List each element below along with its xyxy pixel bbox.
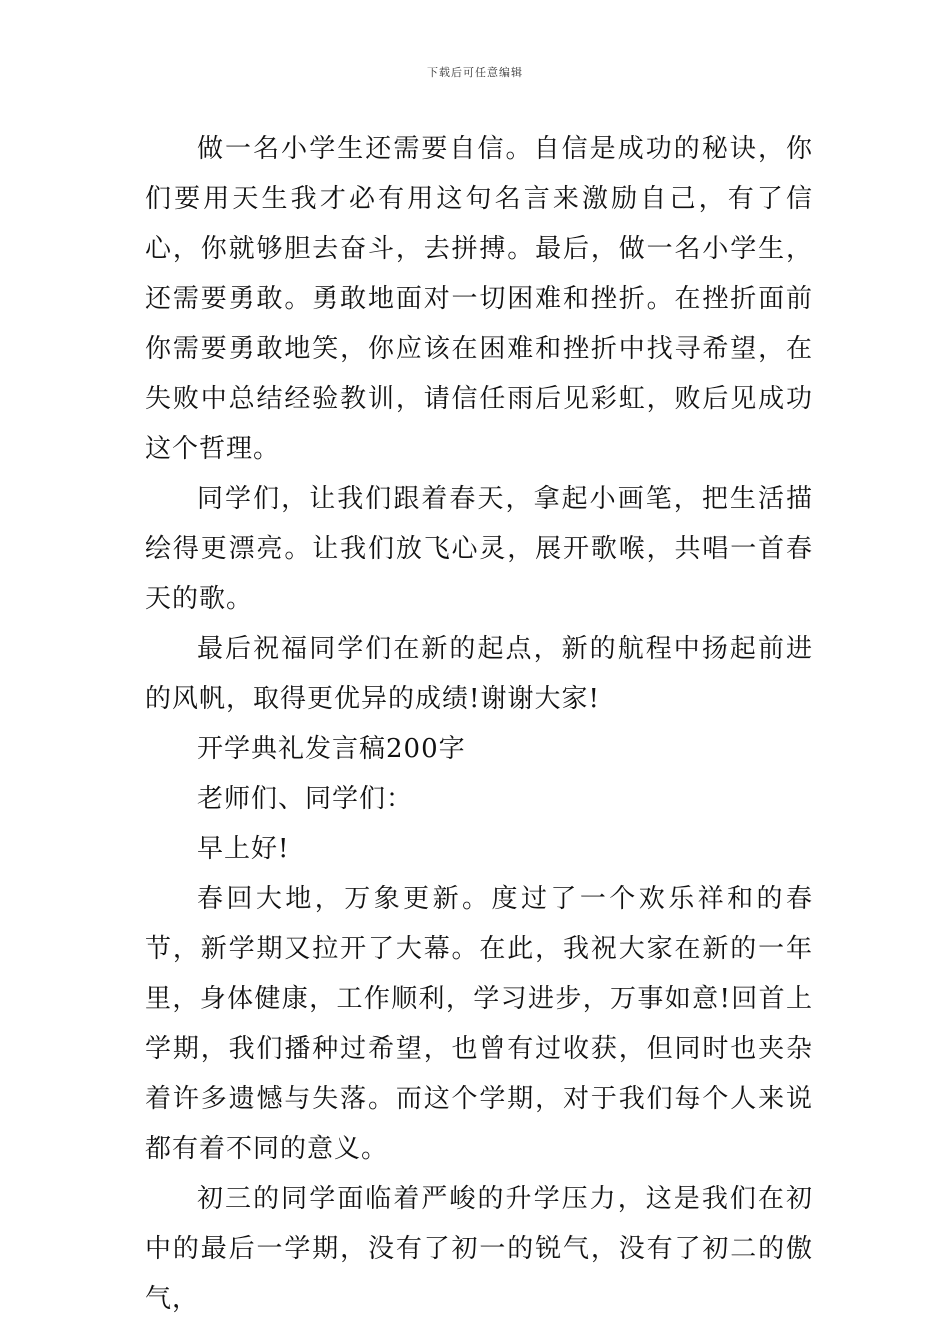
paragraph-closing-wishes: 最后祝福同学们在新的起点，新的航程中扬起前进的风帆，取得更优异的成绩!谢谢大家! <box>145 634 813 714</box>
paragraph-grade-three: 初三的同学面临着严峻的升学压力，这是我们在初中的最后一学期，没有了初一的锐气，没有了初二的傲气， <box>145 1184 813 1314</box>
paragraph-confidence-courage: 做一名小学生还需要自信。自信是成功的秘诀，你们要用天生我才必有用这句名言来激励自己，有了信心，你就够胆去奋斗，去拼搏。最后，做一名小学生，还需要勇敢。勇敢地面对一切困难和挫折。在挫折面前你需要勇敢地笑，你应该在困难和挫折中找寻希望，在失败中总结经验教训，请信任雨后见彩虹，败后见成功这个哲理。 <box>145 134 813 464</box>
speech-title: 开学典礼发言稿200字 <box>197 734 466 764</box>
document-body <box>145 124 813 1324</box>
speech-salutation: 老师们、同学们： <box>197 784 414 814</box>
paragraph-spring: 同学们，让我们跟着春天，拿起小画笔，把生活描绘得更漂亮。让我们放飞心灵，展开歌喉，共唱一首春天的歌。 <box>145 484 813 614</box>
speech-greeting: 早上好! <box>197 834 290 864</box>
paragraph-new-semester: 春回大地，万象更新。度过了一个欢乐祥和的春节，新学期又拉开了大幕。在此，我祝大家在新的一年里，身体健康，工作顺利，学习进步，万事如意!回首上学期，我们播种过希望，也曾有过收获，但同时也夹杂着许多遗憾与失落。而这个学期，对于我们每个人来说都有着不同的意义。 <box>145 884 813 1164</box>
page-header: 下载后可任意编辑 <box>427 66 523 79</box>
